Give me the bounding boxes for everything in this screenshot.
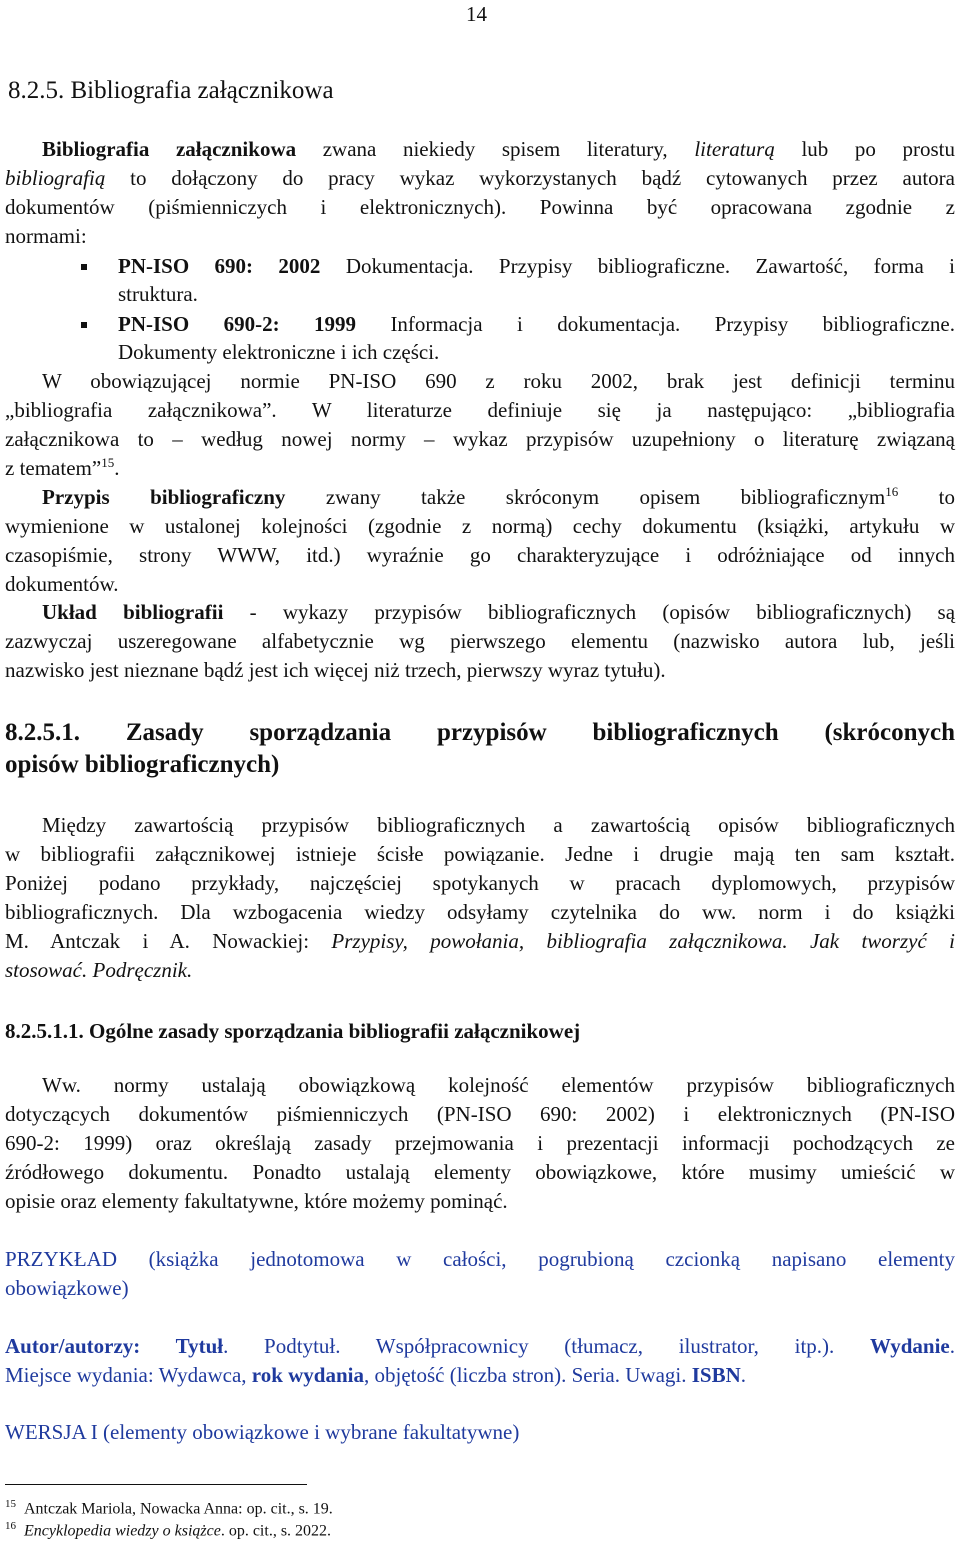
footnote-text: . op. cit., s. 2022. <box>220 1522 332 1540</box>
intro-line-1 <box>5 135 955 164</box>
zasady-line-4: bibliograficznych. Dla wzbogacenia wiedzy odsyłamy czytelnika do ww. norm i do książki <box>5 900 955 924</box>
intro-text: zwana niekiedy spisem literatury, <box>296 137 695 161</box>
pattern-line-1 <box>5 1332 955 1361</box>
pattern-isbn: ISBN <box>691 1363 741 1387</box>
norm-line-1 <box>118 310 955 338</box>
sub-subsection-heading: 8.2.5.1.1. Ogólne zasady sporządzania bibliografii załącznikowej <box>5 1019 581 1043</box>
definition-text: . <box>114 456 120 480</box>
subsection-heading-line-1: 8.2.5.1. Zasady sporządzania przypisów bibliograficznych (skróconych <box>5 719 955 746</box>
book-title: stosować. Podręcznik. <box>5 958 193 982</box>
term-przypis: Przypis bibliograficzny <box>42 485 286 509</box>
norm-line-2: Dokumenty elektroniczne i ich części. <box>118 340 440 364</box>
uklad-text: - wykazy przypisów bibliograficznych (opisów bibliograficznych) są <box>223 600 956 624</box>
ogolne-line-4: źródłowego dokumentu. Ponadto ustalają elementy obowiązkowe, które musimy umieścić w <box>5 1160 955 1184</box>
example-line-2: obowiązkowe) <box>5 1276 129 1300</box>
subsection-heading-line-2: opisów bibliograficznych) <box>5 751 280 778</box>
pattern-text: Miejsce wydania: Wydawca, <box>5 1363 252 1387</box>
footnote-separator <box>5 1484 307 1485</box>
przypis-line-4: dokumentów. <box>5 572 119 596</box>
zasady-line-6 <box>5 956 955 985</box>
ogolne-paragraph <box>5 1071 955 1216</box>
intro-text: lub po prostu <box>774 137 956 161</box>
definition-line-3: załącznikowa to – według nowej normy – wykaz przypisów uzupełniony o literaturę związaną <box>5 427 955 451</box>
footnote-text: Antczak Mariola, Nowacka Anna: op. cit., s. 19. <box>24 1500 333 1518</box>
footnote-16 <box>5 1516 331 1541</box>
pattern-edition: Wydanie <box>870 1334 950 1358</box>
uklad-paragraph <box>5 598 955 685</box>
pattern-author-title: Autor/autorzy: Tytuł <box>5 1334 224 1358</box>
przypis-line-3: czasopiśmie, strony WWW, itd.) wyraźnie go charakteryzujące i odróżniające od innych <box>5 543 955 567</box>
definition-line-1: W obowiązującej normie PN-ISO 690 z roku 2002, brak jest definicji terminu <box>42 369 955 393</box>
footnote-ref-15[interactable]: 15 <box>101 455 115 470</box>
intro-paragraph <box>5 135 955 251</box>
przypis-text: zwany także skróconym opisem bibliograficznym <box>285 485 886 509</box>
norm-text: Dokumentacja. Przypisy bibliograficzne. Zawartość, forma i <box>320 254 955 278</box>
definition-paragraph <box>5 367 955 483</box>
pattern-text: , objętość (liczba stron). Seria. Uwagi. <box>364 1363 692 1387</box>
intro-line-3: dokumentów (piśmienniczych i elektronicznych). Powinna być opracowana zgodnie z <box>5 195 955 219</box>
przypis-line-1 <box>5 483 955 512</box>
ogolne-line-2: dotyczących dokumentów piśmienniczych (PN-ISO 690: 2002) i elektronicznych (PN-ISO <box>5 1102 955 1126</box>
norm-list-item <box>83 252 955 308</box>
wersja-line <box>5 1418 955 1447</box>
uklad-line-3: nazwisko jest nieznane bądź jest ich więcej niż trzech, pierwszy wyraz tytułu). <box>5 658 666 682</box>
przypis-line-2: wymienione w ustalonej kolejności (zgodnie z normą) cechy dokumentu (książki, artykułu w <box>5 514 955 538</box>
book-title: Przypisy, powołania, bibliografia załącznikowa. Jak tworzyć i <box>331 929 955 953</box>
definition-line-2: „bibliografia załącznikowa”. W literaturze definiuje się ja następująco: „bibliografia <box>5 398 955 422</box>
footnote-number: 16 <box>5 1520 16 1532</box>
example-line-1: PRZYKŁAD (książka jednotomowa w całości, pogrubioną czcionką napisano elementy <box>5 1247 955 1271</box>
term-uklad: Układ bibliografii <box>42 600 224 624</box>
norm-code: PN-ISO 690: 2002 <box>118 254 321 278</box>
pattern-text: . <box>740 1363 747 1387</box>
intro-text: to dołączony do pracy wykaz wykorzystanych bądź cytowanych przez autora <box>105 166 955 190</box>
wersja-text: WERSJA I (elementy obowiązkowe i wybrane fakultatywne) <box>5 1420 520 1444</box>
example-paragraph <box>5 1245 955 1303</box>
footnote-ref-16[interactable]: 16 <box>885 484 899 499</box>
intro-line-2 <box>5 164 955 193</box>
bullet-square-icon <box>81 322 87 328</box>
norm-list-item <box>83 310 955 366</box>
term-bibliografia: Bibliografia załącznikowa <box>42 137 297 161</box>
pattern-paragraph <box>5 1332 955 1390</box>
subsection-heading <box>5 717 955 781</box>
ogolne-line-5: opisie oraz elementy fakultatywne, które możemy pominąć. <box>5 1189 508 1213</box>
zasady-line-3: Poniżej podano przykłady, najczęściej spotykanych w pracach dyplomowych, przypisów <box>5 871 955 895</box>
intro-italic: bibliografią <box>5 166 106 190</box>
definition-line-4 <box>5 454 955 483</box>
pattern-text: . Podtytuł. Współpracownicy (tłumacz, ilustrator, itp.). <box>223 1334 871 1358</box>
norm-line-2: struktura. <box>118 282 198 306</box>
definition-text: z tematem” <box>5 456 102 480</box>
uklad-line-2: zazwyczaj uszeregowane alfabetycznie wg pierwszego elementu (nazwisko autora lub, jeśli <box>5 629 955 653</box>
pattern-year: rok wydania <box>251 1363 364 1387</box>
norm-code: PN-ISO 690-2: 1999 <box>118 312 357 336</box>
zasady-line-5 <box>5 927 955 956</box>
intro-italic: literaturą <box>694 137 775 161</box>
ogolne-line-3: 690-2: 1999) oraz określają zasady przejmowania i prezentacji informacji pochodzących ze <box>5 1131 955 1155</box>
ogolne-line-1: Ww. normy ustalają obowiązkową kolejność elementów przypisów bibliograficznych <box>42 1073 955 1097</box>
page-number: 14 <box>466 2 487 26</box>
footnote-title: Encyklopedia wiedzy o książce <box>24 1522 221 1540</box>
footnote-number: 15 <box>5 1498 16 1510</box>
przypis-paragraph <box>5 483 955 599</box>
section-heading: 8.2.5. Bibliografia załącznikowa <box>8 77 334 104</box>
zasady-paragraph <box>5 811 955 985</box>
pattern-line-2 <box>5 1361 955 1390</box>
uklad-line-1 <box>5 598 955 627</box>
norm-text: Informacja i dokumentacja. Przypisy bibliograficzne. <box>356 312 955 336</box>
zasady-line-1: Między zawartością przypisów bibliograficznych a zawartością opisów bibliograficznych <box>42 813 955 837</box>
intro-line-4: normami: <box>5 224 87 248</box>
pattern-text: . <box>949 1334 955 1358</box>
zasady-text: M. Antczak i A. Nowackiej: <box>5 929 332 953</box>
norm-line-1 <box>118 252 955 280</box>
przypis-text: to <box>898 485 955 509</box>
zasady-line-2: w bibliografii załącznikowej istnieje ścisłe powiązanie. Jedne i drugie mają ten sam kształt. <box>5 842 955 866</box>
bullet-square-icon <box>81 264 87 270</box>
